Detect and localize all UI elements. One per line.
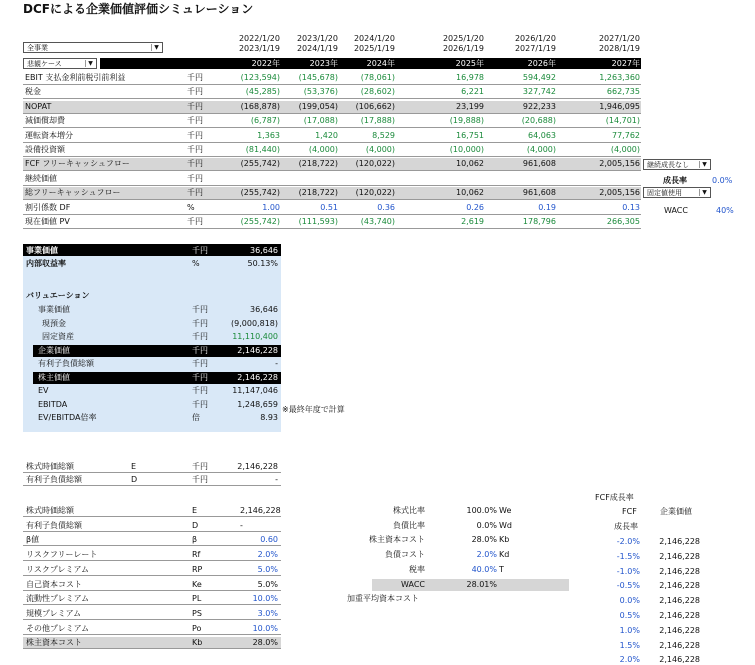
year-label: 2024年	[366, 59, 395, 68]
valuation-unit: 千円	[192, 319, 208, 328]
wacc-input-label: 自己資本コスト	[26, 580, 82, 589]
dcf-row-label: 税金	[25, 87, 41, 96]
sensitivity-col-value: 企業価値	[660, 507, 692, 516]
growth-mode-value: 継続成長なし	[647, 161, 689, 169]
valuation-unit: 千円	[192, 373, 208, 382]
wacc-calc-label: WACC	[401, 580, 425, 589]
wacc-input-value: -	[240, 521, 243, 530]
dcf-cell: (168,878)	[240, 102, 280, 111]
dcf-row-label: EBIT 支払金利前税引前利益	[25, 73, 126, 82]
wacc-input-sym: Po	[192, 624, 202, 633]
dcf-cell: (17,088)	[303, 116, 338, 125]
discount-mode-value: 固定値使用	[647, 189, 682, 197]
dcf-cell: (145,678)	[298, 73, 338, 82]
dcf-cell: 961,608	[522, 188, 556, 197]
row-divider	[23, 560, 281, 561]
dcf-cell: (78,061)	[360, 73, 395, 82]
dcf-cell: (255,742)	[240, 217, 280, 226]
wacc-calc-sym: T	[499, 565, 504, 574]
dcf-cell: (6,787)	[250, 116, 280, 125]
dcf-cell: (45,285)	[245, 87, 280, 96]
business-select-value: 全事業	[27, 44, 48, 52]
dcf-cell: 2,005,156	[599, 188, 640, 197]
year-label: 2026年	[527, 59, 556, 68]
wacc-input-sym: RP	[192, 565, 203, 574]
dcf-cell: 0.13	[622, 203, 640, 212]
wacc-input-label: リスクプレミアム	[26, 565, 89, 574]
summary-value: 50.13%	[247, 259, 278, 268]
valuation-label: 株主価値	[38, 373, 70, 382]
sensitivity-value: 2,146,228	[659, 567, 700, 576]
wacc-calc-label: 負債コスト	[385, 550, 425, 559]
wacc-input-label: 有利子負債総額	[26, 521, 82, 530]
sensitivity-growth: 0.0%	[619, 596, 640, 605]
wacc-calc-sym: We	[499, 506, 512, 515]
dcf-cell: 16,978	[456, 73, 484, 82]
business-select[interactable]	[23, 42, 163, 53]
wacc-input-sym: PS	[192, 609, 202, 618]
sensitivity-growth: 1.0%	[619, 626, 640, 635]
wacc-input-sym: D	[192, 521, 199, 530]
wacc-input-label: 規模プレミアム	[26, 609, 82, 618]
wacc-input-label: リスクフリーレート	[26, 550, 98, 559]
sensitivity-growth: -0.5%	[616, 581, 640, 590]
period-from: 2026/1/20	[514, 34, 556, 43]
dcf-cell: (20,688)	[521, 116, 556, 125]
capital-label: 株式時価総額	[26, 462, 74, 471]
wacc-calc-value: 28.01%	[466, 580, 497, 589]
period-to: 2025/1/19	[353, 44, 395, 53]
summary-unit: %	[192, 259, 200, 268]
growth-mode-select[interactable]	[643, 159, 711, 170]
row-divider	[23, 485, 281, 486]
valuation-value: 1,248,659	[237, 400, 278, 409]
sensitivity-value: 2,146,228	[659, 611, 700, 620]
dcf-cell: (218,722)	[298, 188, 338, 197]
valuation-value: 11,110,400	[232, 332, 278, 341]
dcf-row-label: 運転資本増分	[25, 131, 73, 140]
valuation-label: EV/EBITDA倍率	[38, 413, 97, 422]
period-from: 2023/1/20	[296, 34, 338, 43]
valuation-value: 8.93	[260, 413, 278, 422]
page-title: DCFによる企業価値評価シミュレーション	[23, 2, 254, 16]
dcf-cell: 2,619	[461, 217, 484, 226]
dcf-cell: 77,762	[612, 131, 640, 140]
row-divider	[23, 113, 641, 114]
row-divider	[23, 648, 281, 649]
dcf-cell: 266,305	[606, 217, 640, 226]
wacc-calc-value[interactable]: 40.0%	[471, 565, 497, 574]
sensitivity-value: 2,146,228	[659, 537, 700, 546]
wacc-input-value[interactable]: 10.0%	[252, 624, 278, 633]
sensitivity-growth: -1.0%	[616, 567, 640, 576]
sensitivity-value: 2,146,228	[659, 596, 700, 605]
wacc-input-sym: PL	[192, 594, 202, 603]
dcf-cell: 594,492	[522, 73, 556, 82]
row-divider	[23, 619, 281, 620]
valuation-value: -	[275, 359, 278, 368]
dcf-cell: 16,751	[456, 131, 484, 140]
period-from: 2025/1/20	[442, 34, 484, 43]
row-divider	[23, 84, 641, 85]
dcf-cell: 922,233	[522, 102, 556, 111]
chevron-down-icon: ▼	[151, 44, 161, 51]
wacc-input-sym: Ke	[192, 580, 202, 589]
valuation-unit: 倍	[192, 413, 200, 422]
chevron-down-icon: ▼	[85, 60, 95, 67]
dcf-cell: 6,221	[461, 87, 484, 96]
dcf-row-unit: 千円	[187, 217, 203, 226]
sensitivity-value: 2,146,228	[659, 641, 700, 650]
dcf-row-label: 継続価値	[25, 174, 57, 183]
row-divider	[23, 590, 281, 591]
period-from: 2022/1/20	[238, 34, 280, 43]
valuation-label: 固定資産	[42, 332, 74, 341]
wacc-input-value: 5.0%	[257, 580, 278, 589]
valuation-label: 事業価値	[38, 305, 70, 314]
dcf-cell: 1,420	[315, 131, 338, 140]
case-select-value: 悲観ケース	[27, 60, 62, 68]
dcf-cell: (53,376)	[303, 87, 338, 96]
valuation-unit: 千円	[192, 332, 208, 341]
capital-sym: E	[131, 462, 137, 471]
wacc-input-sym: E	[192, 506, 198, 515]
sensitivity-growth: -1.5%	[616, 552, 640, 561]
valuation-unit: 千円	[192, 400, 208, 409]
wacc-input-sym: β	[192, 535, 198, 544]
wacc-side-label: WACC	[664, 206, 688, 215]
row-divider	[23, 127, 641, 128]
row-divider	[23, 199, 641, 200]
dcf-cell: (10,000)	[449, 145, 484, 154]
wacc-input-value[interactable]: 2.0%	[257, 550, 278, 559]
valuation-label: 現預金	[42, 319, 66, 328]
capital-unit: 千円	[192, 475, 208, 484]
period-to: 2027/1/19	[514, 44, 556, 53]
row-divider	[23, 634, 281, 635]
wacc-calc-sym: Kb	[499, 535, 510, 544]
capital-unit: 千円	[192, 462, 208, 471]
dcf-cell: (255,742)	[240, 188, 280, 197]
wacc-input-label: β値	[26, 535, 40, 544]
year-label: 2025年	[455, 59, 484, 68]
dcf-cell: 8,529	[372, 131, 395, 140]
dcf-row-label: 現在価値 PV	[25, 217, 70, 226]
wacc-calc-label: 加重平均資本コスト	[347, 594, 419, 603]
row-divider	[23, 472, 281, 473]
case-select[interactable]	[23, 58, 97, 69]
dcf-cell: (218,722)	[298, 159, 338, 168]
valuation-label: 企業価値	[38, 346, 70, 355]
sensitivity-value: 2,146,228	[659, 552, 700, 561]
wacc-calc-sym: Wd	[499, 521, 512, 530]
dcf-cell: (4,000)	[308, 145, 338, 154]
capital-value: 2,146,228	[237, 462, 278, 471]
capital-label: 有利子負債総額	[26, 475, 82, 484]
dcf-row-unit: 千円	[187, 145, 203, 154]
year-label: 2023年	[309, 59, 338, 68]
dcf-row-unit: 千円	[187, 188, 203, 197]
valuation-unit: 千円	[192, 346, 208, 355]
row-divider	[23, 531, 281, 532]
row-divider	[23, 228, 641, 229]
dcf-row-label: 総フリーキャッシュフロー	[25, 188, 121, 197]
dcf-cell: (17,888)	[360, 116, 395, 125]
growth-rate-value[interactable]: 0.0%	[712, 176, 733, 185]
valuation-note: ※最終年度で計算	[282, 405, 345, 414]
capital-value: -	[275, 475, 278, 484]
wacc-input-label: 流動性プレミアム	[26, 594, 90, 603]
wacc-calc-sym: Kd	[499, 550, 510, 559]
period-from: 2024/1/20	[353, 34, 395, 43]
year-label: 2027年	[611, 59, 640, 68]
period-to: 2023/1/19	[238, 44, 280, 53]
dcf-cell: (81,440)	[245, 145, 280, 154]
row-divider	[23, 98, 641, 99]
wacc-input-value[interactable]: 0.60	[260, 535, 278, 544]
chevron-down-icon: ▼	[699, 189, 709, 196]
valuation-value: (9,000,818)	[231, 319, 278, 328]
sensitivity-growth: 0.5%	[619, 611, 640, 620]
wacc-calc-label: 株式比率	[393, 506, 425, 515]
period-to: 2026/1/19	[442, 44, 484, 53]
year-label: 2022年	[251, 59, 280, 68]
dcf-row-unit: 千円	[187, 159, 203, 168]
sensitivity-col-growth: 成長率	[614, 522, 638, 531]
valuation-heading: バリュエーション	[26, 291, 90, 300]
dcf-cell: 0.51	[320, 203, 338, 212]
dcf-row-label: NOPAT	[25, 102, 52, 111]
period-from: 2027/1/20	[598, 34, 640, 43]
dcf-cell: 1,946,095	[599, 102, 640, 111]
dcf-cell: (43,740)	[360, 217, 395, 226]
dcf-row-label: 設備投資額	[25, 145, 65, 154]
wacc-calc-value[interactable]: 2.0%	[476, 550, 497, 559]
sensitivity-col-fcf: FCF	[622, 507, 637, 516]
wacc-calc-value: 0.0%	[476, 521, 497, 530]
dcf-row-unit: 千円	[187, 131, 203, 140]
growth-rate-label: 成長率	[663, 176, 687, 185]
wacc-input-value: 28.0%	[252, 638, 278, 647]
wacc-calc-label: 株主資本コスト	[369, 535, 425, 544]
capital-sym: D	[131, 475, 138, 484]
dcf-cell: 2,005,156	[599, 159, 640, 168]
wacc-input-value[interactable]: 10.0%	[252, 594, 278, 603]
row-divider	[23, 575, 281, 576]
wacc-input-label: 株式時価総額	[26, 506, 74, 515]
valuation-value: 2,146,228	[237, 346, 278, 355]
row-divider	[23, 604, 281, 605]
sensitivity-value: 2,146,228	[659, 655, 700, 664]
dcf-cell: (28,602)	[360, 87, 395, 96]
wacc-input-label: 株主資本コスト	[26, 638, 82, 647]
dcf-row-label: 減価償却費	[25, 116, 65, 125]
sensitivity-growth: 2.0%	[619, 655, 640, 664]
summary-label: 内部収益率	[26, 259, 66, 268]
dcf-cell: 961,608	[522, 159, 556, 168]
dcf-cell: (123,594)	[240, 73, 280, 82]
dcf-cell: 0.26	[466, 203, 484, 212]
dcf-row-unit: 千円	[187, 73, 203, 82]
row-divider	[23, 545, 281, 546]
row-divider	[23, 156, 641, 157]
discount-mode-select[interactable]	[643, 187, 711, 198]
dcf-row-unit: 千円	[187, 116, 203, 125]
sensitivity-growth: -2.0%	[616, 537, 640, 546]
wacc-input-label: その他プレミアム	[26, 624, 90, 633]
valuation-label: EV	[38, 386, 49, 395]
dcf-row-unit: 千円	[187, 102, 203, 111]
summary-unit: 千円	[192, 246, 208, 255]
dcf-cell: (199,054)	[298, 102, 338, 111]
dcf-cell: (4,000)	[610, 145, 640, 154]
dcf-cell: 178,796	[522, 217, 556, 226]
row-divider	[23, 170, 641, 171]
valuation-value: 2,146,228	[237, 373, 278, 382]
summary-label: 事業価値	[26, 246, 58, 255]
dcf-row-unit: %	[187, 203, 195, 212]
wacc-calc-value: 100.0%	[466, 506, 497, 515]
dcf-row-label: 割引係数 DF	[25, 203, 71, 212]
valuation-unit: 千円	[192, 305, 208, 314]
sensitivity-value: 2,146,228	[659, 626, 700, 635]
row-divider	[23, 185, 641, 186]
dcf-cell: 23,199	[456, 102, 484, 111]
row-divider	[23, 214, 641, 215]
dcf-cell: (120,022)	[355, 159, 395, 168]
period-to: 2024/1/19	[296, 44, 338, 53]
dcf-cell: (19,888)	[449, 116, 484, 125]
summary-value: 36,646	[250, 246, 278, 255]
dcf-row-unit: 千円	[187, 87, 203, 96]
dcf-cell: (111,593)	[298, 217, 338, 226]
dcf-cell: (255,742)	[240, 159, 280, 168]
dcf-row-label: FCF フリーキャッシュフロー	[25, 159, 130, 168]
wacc-calc-label: 負債比率	[393, 521, 425, 530]
dcf-cell: 662,735	[606, 87, 640, 96]
wacc-side-value: 40%	[716, 206, 734, 215]
dcf-cell: 10,062	[456, 159, 484, 168]
dcf-row-unit: 千円	[187, 174, 203, 183]
dcf-cell: 0.19	[538, 203, 556, 212]
dcf-cell[interactable]: 1.00	[262, 203, 280, 212]
period-to: 2028/1/19	[598, 44, 640, 53]
dcf-cell: 0.36	[377, 203, 395, 212]
dcf-cell: 64,063	[528, 131, 556, 140]
dcf-cell: 10,062	[456, 188, 484, 197]
valuation-unit: 千円	[192, 386, 208, 395]
chevron-down-icon: ▼	[699, 161, 709, 168]
sensitivity-growth: 1.5%	[619, 641, 640, 650]
wacc-calc-label: 税率	[409, 565, 425, 574]
valuation-value: 36,646	[250, 305, 278, 314]
dcf-cell: 1,263,360	[599, 73, 640, 82]
valuation-unit: 千円	[192, 359, 208, 368]
dcf-cell: (14,701)	[605, 116, 640, 125]
dcf-cell: 1,363	[257, 131, 280, 140]
wacc-input-sym: Rf	[192, 550, 201, 559]
dcf-cell: (4,000)	[365, 145, 395, 154]
row-divider	[23, 516, 281, 517]
row-divider	[23, 142, 641, 143]
dcf-cell: (4,000)	[526, 145, 556, 154]
dcf-cell: 327,742	[522, 87, 556, 96]
wacc-input-value[interactable]: 5.0%	[257, 565, 278, 574]
sensitivity-value: 2,146,228	[659, 581, 700, 590]
sensitivity-title: FCF成長率	[595, 493, 634, 502]
wacc-input-sym: Kb	[192, 638, 203, 647]
valuation-label: 有利子負債総額	[38, 359, 94, 368]
valuation-label: EBITDA	[38, 400, 68, 409]
wacc-calc-value: 28.0%	[471, 535, 497, 544]
wacc-input-value: 2,146,228	[240, 506, 281, 515]
dcf-cell: (120,022)	[355, 188, 395, 197]
dcf-cell: (106,662)	[355, 102, 395, 111]
valuation-value: 11,147,046	[232, 386, 278, 395]
wacc-input-value[interactable]: 3.0%	[257, 609, 278, 618]
